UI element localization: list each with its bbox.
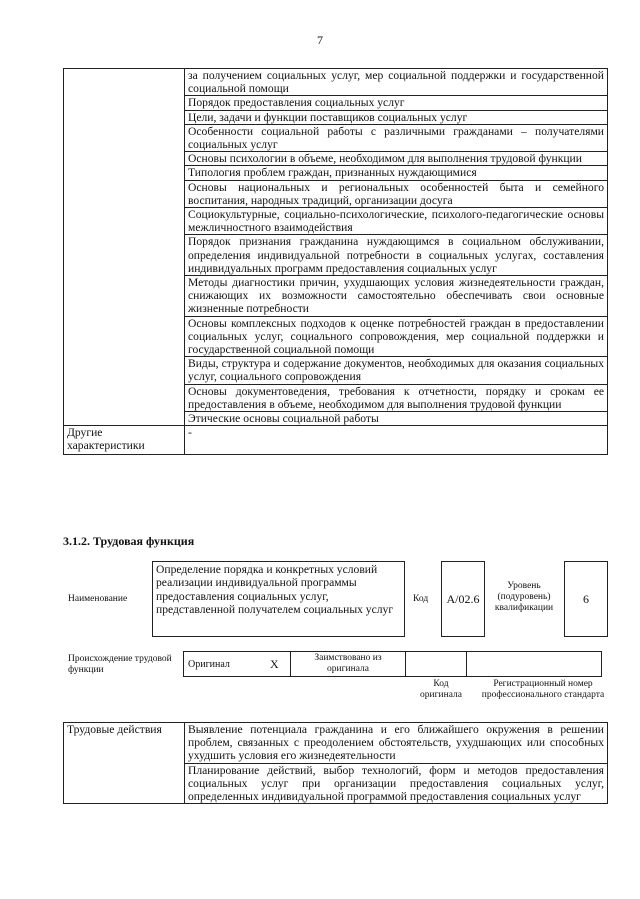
knowledge-label-cell [64,69,185,426]
table-row [64,69,608,96]
knowledge-item: Основы национальных и региональных особенностей быта и семейного воспитания, народных традиций, организации досуга [185,180,608,207]
page-number: 7 [317,33,323,47]
actions-label: Трудовые действия [64,723,185,804]
knowledge-item: Виды, структура и содержание документов, необходимых для оказания социальных услуг, социального сопровождения [185,357,608,384]
table-row [64,426,608,455]
knowledge-item: Этические основы социальной работы [185,412,608,426]
origin-label: Происхождение трудовой функции [68,654,172,675]
knowledge-item: Особенности социальной работы с различными гражданами – получателями социальных услуг [185,124,608,151]
reg-number-caption: Регистрационный номер профессионального стандарта [481,679,605,700]
level-label: Уровень (подуровень) квалификации [494,581,554,613]
origin-table [183,651,602,677]
section-heading: 3.1.2. Трудовая функция [63,534,195,548]
code-label: Код [413,594,429,604]
other-characteristics-label: Другие характеристики [64,426,185,455]
knowledge-item: Основы психологии в объеме, необходимом для выполнения трудовой функции [185,152,608,166]
knowledge-item: Социокультурные, социально-психологические, психолого-педагогические основы межличностного взаимодействия [185,208,608,235]
name-label: Наименование [68,594,128,604]
code-original-caption: Код оригинала [420,679,462,700]
function-code: А/02.6 [441,561,485,637]
function-name: Определение порядка и конкретных условий реализации индивидуальной программы предоставления социальных услуг, представленной получателем социальных услуг [152,561,405,637]
borrowed-label: Заимствовано из оригинала [291,652,406,677]
original-label: Оригинал [184,652,267,677]
knowledge-item: Цели, задачи и функции поставщиков социальных услуг [185,110,608,124]
action-item: Планирование действий, выбор технологий, форм и методов предоставления социальных услуг при организации предоставления социальных услуг, определенных индивидуальной программой предоставления социальных услуг [185,763,608,804]
knowledge-item: Основы документоведения, требования к отчетности, порядку и срокам ее предоставления в объеме, необходимом для выполнения трудовой функции [185,384,608,411]
knowledge-item: Порядок предоставления социальных услуг [185,96,608,110]
reg-number-cell [467,652,602,677]
knowledge-item: Типология проблем граждан, признанных нуждающимися [185,166,608,180]
knowledge-item: Методы диагностики причин, ухудшающих условия жизнедеятельности граждан, снижающих их возможности самостоятельно обеспечивать свои основные жизненные потребности [185,276,608,317]
knowledge-item: Порядок признания гражданина нуждающимся в социальном обслуживании, определения индивидуальной потребности в социальных услугах, составления индивидуальных программ предоставления социальных услуг [185,235,608,276]
knowledge-item: за получением социальных услуг, мер социальной поддержки и государственной социальной помощи [185,69,608,96]
table-row [64,723,608,764]
knowledge-item: Основы комплексных подходов к оценке потребностей граждан в предоставлении социальных услуг, социального сопровождения, мер социальной поддержки и государственной социальной помощи [185,316,608,357]
other-characteristics-value: - [185,426,608,455]
original-code-cell [406,652,467,677]
knowledge-table [63,68,608,455]
actions-table [63,722,608,804]
action-item: Выявление потенциала гражданина и его ближайшего окружения в решении проблем, связанных с преодолением обстоятельств, ухудшающих или способных ухудшить условия его жизнедеятельности [185,723,608,764]
qualification-level: 6 [564,561,608,637]
original-mark: Х [266,652,291,677]
